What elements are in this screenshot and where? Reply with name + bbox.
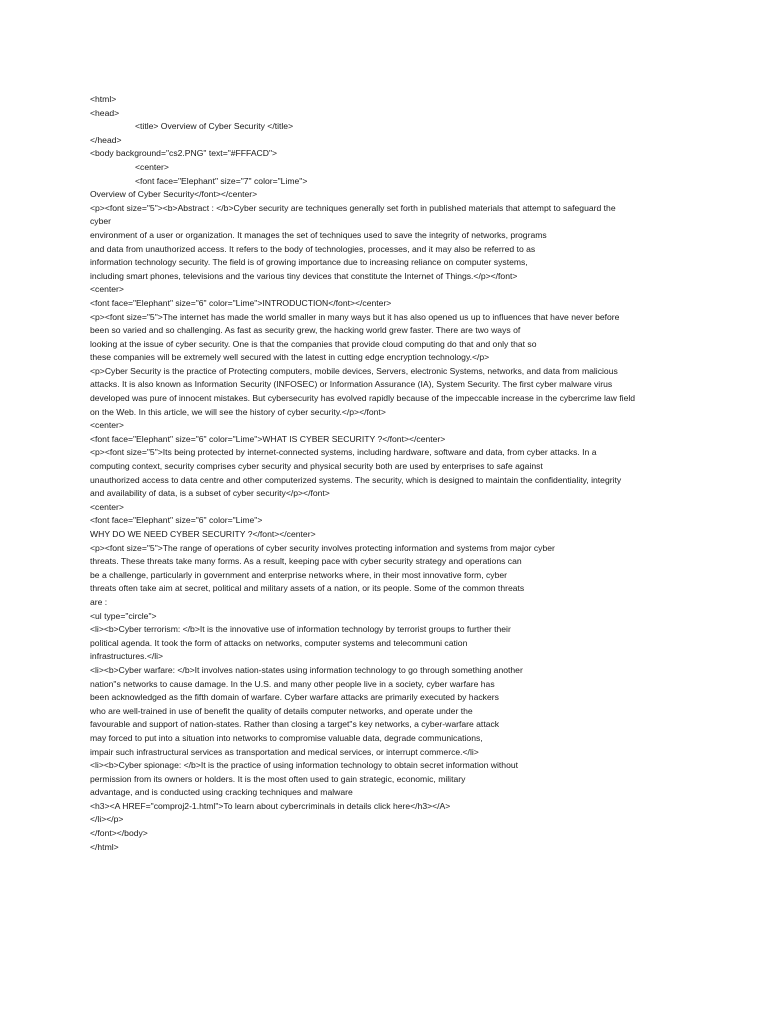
code-line: <font face="Elephant" size="6" color="Lime"> [90,515,263,526]
code-line: nation"s networks to cause damage. In the U.S. and many other people live in a society, cyber warfare has [90,678,495,689]
document-page [90,93,670,854]
code-line: and data from unauthorized access. It refers to the body of technologies, processes, and it may also be referred to as [90,243,536,254]
code-line: <center> [90,420,124,431]
code-line: <li><b>Cyber spionage: </b>It is the practice of using information technology to obtain secret information without [90,760,519,771]
code-line: <li><b>Cyber terrorism: </b>It is the innovative use of information technology by terrorist groups to further their [90,624,511,635]
code-line: <center> [135,161,169,172]
code-line: computing context, security comprises cyber security and physical security both are used by enterprises to safe against [90,461,543,472]
code-line: <p><font size="5">The internet has made the world smaller in many ways but it has also opened us up to influences that have never before [90,311,620,322]
code-line: who are well-trained in use of benefit the quality of details computer networks, and operate under the [90,705,473,716]
code-line: political agenda. It took the form of attacks on networks, computer systems and telecommuni cation [90,637,468,648]
code-line: be a challenge, particularly in government and enterprise networks where, in their most innovative form, cyber [90,569,508,580]
code-line: <head> [90,107,120,118]
code-line: <h3><A HREF="comproj2-1.html">To learn about cybercriminals in details click here</h3></A> [90,800,451,811]
code-line: looking at the issue of cyber security. One is that the companies that provide cloud computing do that and only that so [90,338,537,349]
code-line: </html> [90,841,119,852]
code-line: infrastructures.</li> [90,651,164,662]
code-line: attacks. It is also known as Information Security (INFOSEC) or Information Assurance (IA), System Security. The first cyber malware virus [90,379,613,390]
code-line: <font face="Elephant" size="6" color="Lime">WHAT IS CYBER SECURITY ?</font></center> [90,433,446,444]
code-line: </font></body> [90,828,148,839]
code-line: been acknowledged as the fifth domain of warfare. Cyber warfare attacks are primarily executed by hackers [90,692,499,703]
code-line: <font face="Elephant" size="7" color="Lime"> [135,175,308,186]
code-line: may forced to put into a situation into networks to compromise valuable data, degrade communications, [90,732,483,743]
code-line: these companies will be extremely well secured with the latest in cutting edge encryption technology.</p> [90,352,490,363]
code-line: information technology security. The field is of growing importance due to increasing reliance on computer systems, [90,257,528,268]
code-line: are : [90,596,108,607]
code-line: WHY DO WE NEED CYBER SECURITY ?</font></center> [90,529,316,539]
code-line: <body background="cs2.PNG" text="#FFFACD"> [90,148,278,159]
code-line: <font face="Elephant" size="6" color="Lime">INTRODUCTION</font></center> [90,297,392,308]
code-line: <center> [90,501,124,512]
code-line: </head> [90,134,122,145]
code-line: threats. These threats take many forms. As a result, keeping pace with cyber security strategy and operations can [90,556,522,567]
code-line: <p><font size="5"><b>Abstract : </b>Cyber security are techniques generally set forth in published materials that attempt to safeguard the [90,202,616,213]
code-line: unauthorized access to data centre and other computerized systems. The security, which is designed to maintain the confidentiality, integrity [90,474,622,485]
code-line: </li></p> [90,814,124,825]
code-line: <center> [90,284,124,295]
code-line: and availability of data, is a subset of cyber security</p></font> [90,488,330,499]
code-line: Overview of Cyber Security</font></center> [90,189,258,200]
code-line: advantage, and is conducted using cracking techniques and malware [90,787,353,798]
code-line: <p>Cyber Security is the practice of Protecting computers, mobile devices, Servers, electronic Systems, networks, and data from malicious [90,365,618,376]
code-line: threats often take aim at secret, political and military assets of a nation, or its people. Some of the common threats [90,583,525,594]
code-line: cyber [90,216,112,227]
code-line: permission from its owners or holders. It is the most often used to gain strategic, economic, military [90,773,466,784]
code-line: <p><font size="5">The range of operations of cyber security involves protecting information and systems from major cyber [90,542,555,553]
code-line: <title> Overview of Cyber Security </title> [135,121,294,132]
code-line: been so varied and so challenging. As fast as security grew, the hacking world grew faster. There are two ways of [90,325,521,336]
code-line: favourable and support of nation-states. Rather than closing a target"s key networks, a cyber-warfare attack [90,719,500,730]
code-line: environment of a user or organization. It manages the set of techniques used to save the integrity of networks, programs [90,229,547,240]
code-line: impair such infrastructural services as transportation and medical services, or interrupt commerce.</li> [90,746,479,757]
code-line: including smart phones, televisions and the various tiny devices that constitute the Internet of Things.</p></font> [90,270,518,281]
code-line: <html> [90,94,117,104]
code-line: on the Web. In this article, we will see the history of cyber security.</p></font> [90,406,386,417]
code-line: <p><font size="5">Its being protected by internet-connected systems, including hardware, software and data, from cyber attacks. In a [90,447,597,458]
code-line: <ul type="circle"> [90,610,157,621]
code-line: developed was pure of innocent mistakes. But cybersecurity has evolved rapidly because of the impeccable increase in the cybercrime law field [90,393,636,404]
code-line: <li><b>Cyber warfare: </b>It involves nation-states using information technology to go through something another [90,664,523,675]
